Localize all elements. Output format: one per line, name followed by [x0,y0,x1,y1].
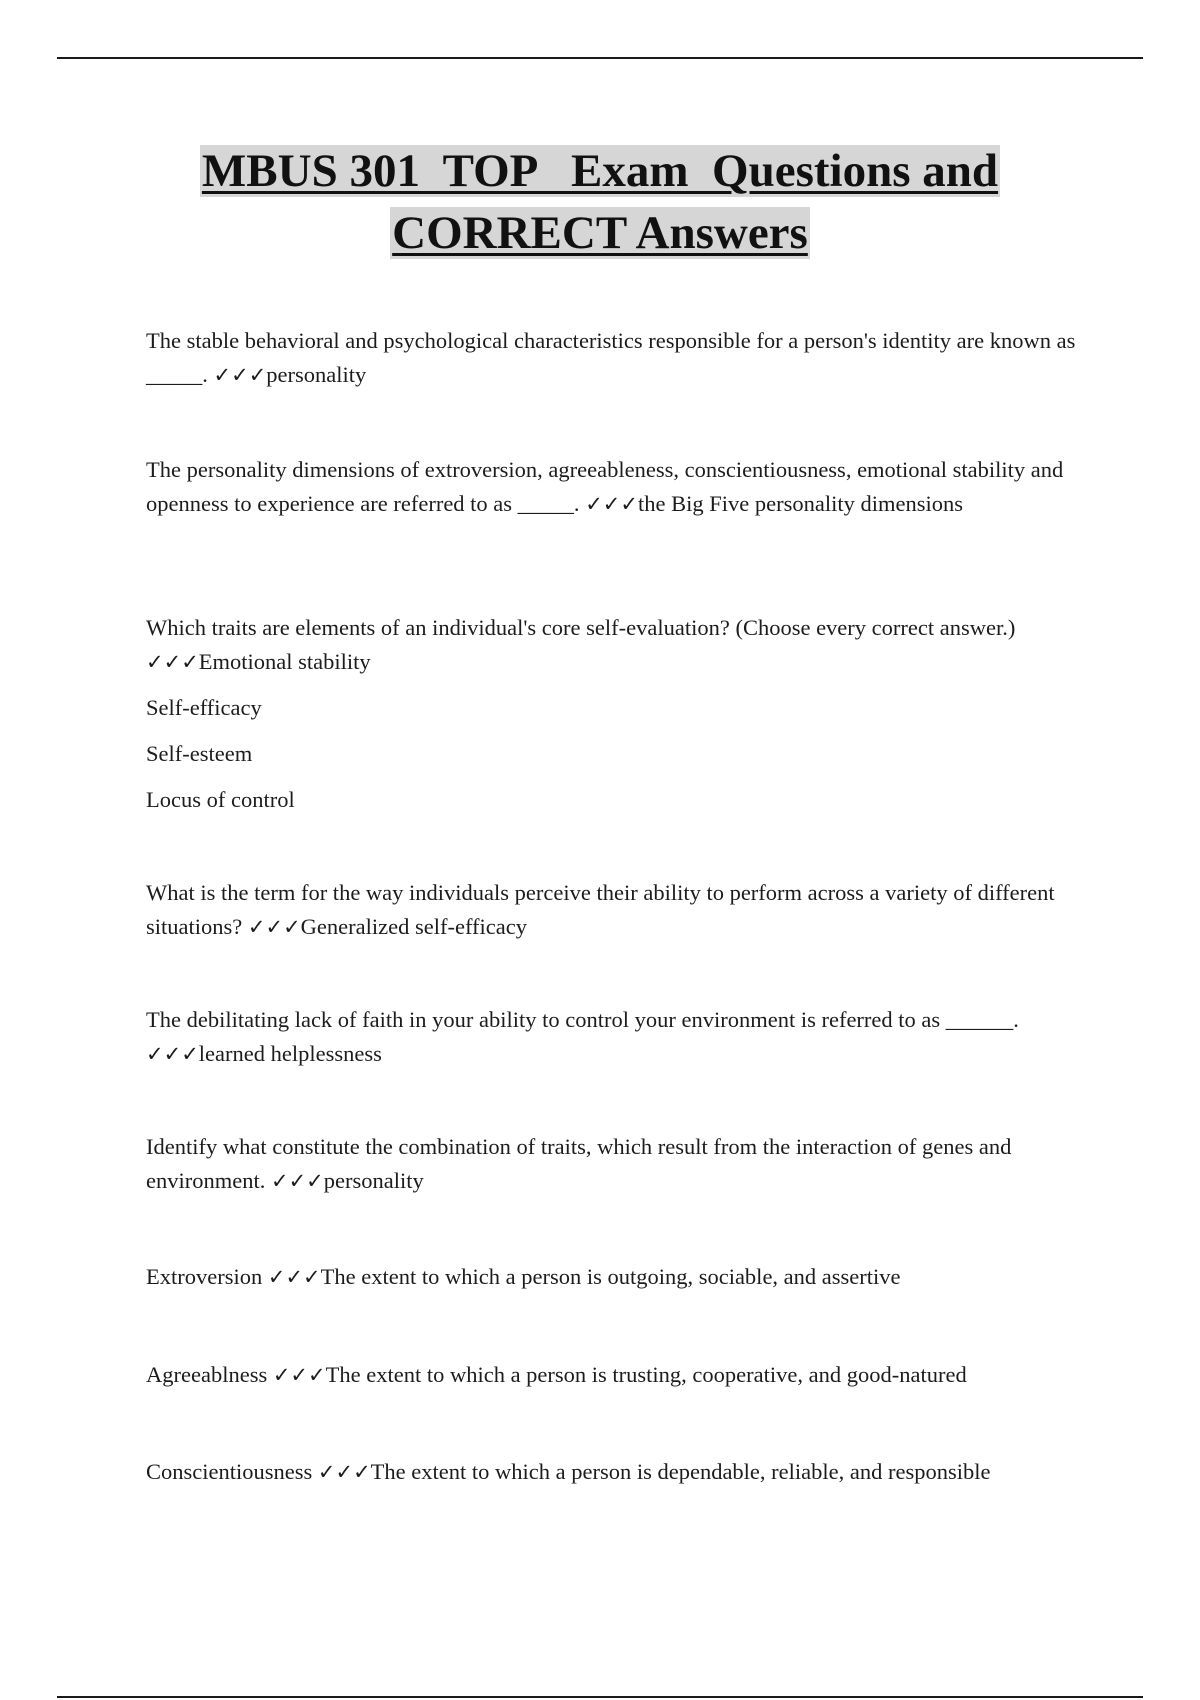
question-text: The stable behavioral and psychological characteristics responsible for a person's identity are known as _____. [146,328,1076,387]
checkmark-icon: ✓✓✓ [317,1460,371,1484]
question-text: The debilitating lack of faith in your ability to control your environment is referred to as ______. [146,1007,1019,1032]
qa-item [146,1003,1076,1071]
question-text: Which traits are elements of an individual's core self-evaluation? (Choose every correct answer.) [146,615,1016,640]
qa-item [146,1130,1076,1198]
checkmark-icon: ✓✓✓ [585,492,638,516]
answer-text: Generalized self-efficacy [300,914,527,939]
definition-text: The extent to which a person is trusting, cooperative, and good-natured [325,1362,967,1387]
title-line-2: CORRECT Answers [392,207,808,259]
answer-text: learned helplessness [198,1041,382,1066]
answer-text: Emotional stability [198,649,371,674]
qa-item [146,876,1076,944]
answer-text: personality [266,362,367,387]
term-text: Conscientiousness [146,1459,313,1484]
checkmark-icon: ✓✓✓ [146,1042,199,1066]
qa-item [146,1260,1076,1294]
checkmark-icon: ✓✓✓ [213,363,267,387]
term-text: Agreeablness [146,1362,268,1387]
qa-item [146,1358,1076,1392]
answer-line: Locus of control [146,787,295,812]
definition-text: The extent to which a person is dependable, reliable, and responsible [370,1459,991,1484]
title-line-1: MBUS 301 TOP Exam Questions and [201,145,999,197]
answer-text: personality [323,1168,424,1193]
checkmark-icon: ✓✓✓ [270,1169,324,1193]
checkmark-icon: ✓✓✓ [247,915,301,939]
question-text: What is the term for the way individuals perceive their ability to perform across a variety of different situations? [146,880,1055,939]
header-rule [57,57,1143,59]
checkmark-icon: ✓✓✓ [272,1363,326,1387]
qa-item [146,1455,1076,1489]
answer-line: Self-efficacy [146,695,262,720]
answer-line: Self-esteem [146,741,253,766]
qa-item [146,453,1076,521]
definition-text: The extent to which a person is outgoing, sociable, and assertive [320,1264,901,1289]
question-text: The personality dimensions of extroversion, agreeableness, conscientiousness, emotional stability and openness to experience are referred to as _____. [146,457,1064,516]
checkmark-icon: ✓✓✓ [267,1265,321,1289]
qa-item [146,324,1076,392]
checkmark-icon: ✓✓✓ [146,650,199,674]
term-text: Extroversion [146,1264,263,1289]
footer-rule [57,1696,1143,1698]
page-title [0,140,1200,264]
answer-text: the Big Five personality dimensions [637,491,963,516]
qa-item [146,611,1076,817]
question-text: Identify what constitute the combination of traits, which result from the interaction of genes and environment. [146,1134,1012,1193]
